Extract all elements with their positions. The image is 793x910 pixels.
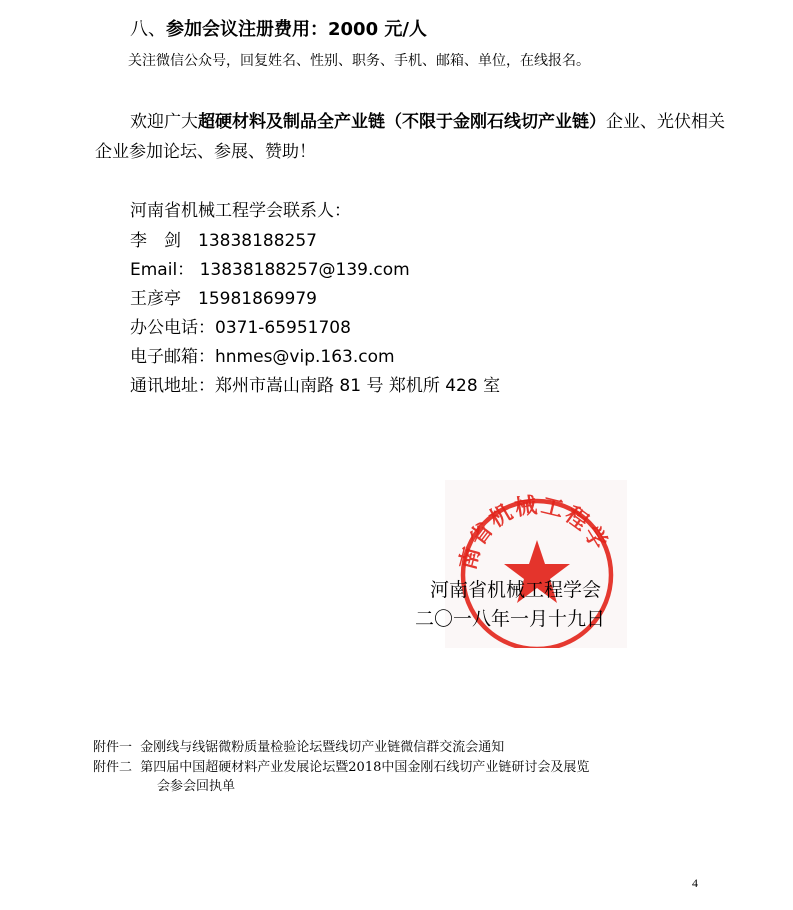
attachment-1 <box>93 736 504 755</box>
signature-organization: 河南省机械工程学会 <box>430 579 602 601</box>
signature-date: 二〇一八年一月十九日 <box>415 608 606 630</box>
registration-note: 关注微信公众号，回复姓名、性别、职务、手机、邮箱、单位，在线报名。 <box>128 53 590 69</box>
contacts-title: 河南省机械工程学会联系人： <box>130 201 351 221</box>
welcome-paragraph <box>95 107 735 167</box>
contact-line-office-phone: 办公电话：0371-65951708 <box>130 318 351 338</box>
seal-text: 南省机械工程学 <box>455 493 613 573</box>
section-title: 参加会议注册费用：2000 元/人 <box>166 19 427 40</box>
contact-line-wang: 王彦亭 15981869979 <box>130 289 317 309</box>
contact-line-email: Email： 13838188257@139.com <box>130 260 410 280</box>
welcome-part2: 企业、光伏相关企业参加论坛、参展、赞助！ <box>95 112 725 162</box>
attachment-2-continuation: 会参会回执单 <box>157 779 236 794</box>
contact-line-li: 李 剑 13838188257 <box>130 231 317 251</box>
attachment-2-text: 第四届中国超硬材料产业发展论坛暨2018中国金刚石线切产业链研讨会及展览 <box>140 760 590 775</box>
attachment-2 <box>93 756 589 775</box>
attachment-2-label: 附件二 <box>93 760 133 775</box>
welcome-part1: 欢迎广大 <box>130 112 198 132</box>
section-heading <box>130 15 427 41</box>
contact-line-address: 通讯地址：郑州市嵩山南路 81 号 郑机所 428 室 <box>130 376 501 396</box>
page-number: 4 <box>692 876 698 890</box>
welcome-bold: 超硬材料及制品全产业链（不限于金刚石线切产业链） <box>198 112 606 132</box>
section-number: 八、 <box>130 19 166 40</box>
attachment-1-text: 金刚线与线锯微粉质量检验论坛暨线切产业链微信群交流会通知 <box>140 740 505 755</box>
attachment-1-label: 附件一 <box>93 740 133 755</box>
contact-line-office-email: 电子邮箱：hnmes@vip.163.com <box>130 347 395 367</box>
